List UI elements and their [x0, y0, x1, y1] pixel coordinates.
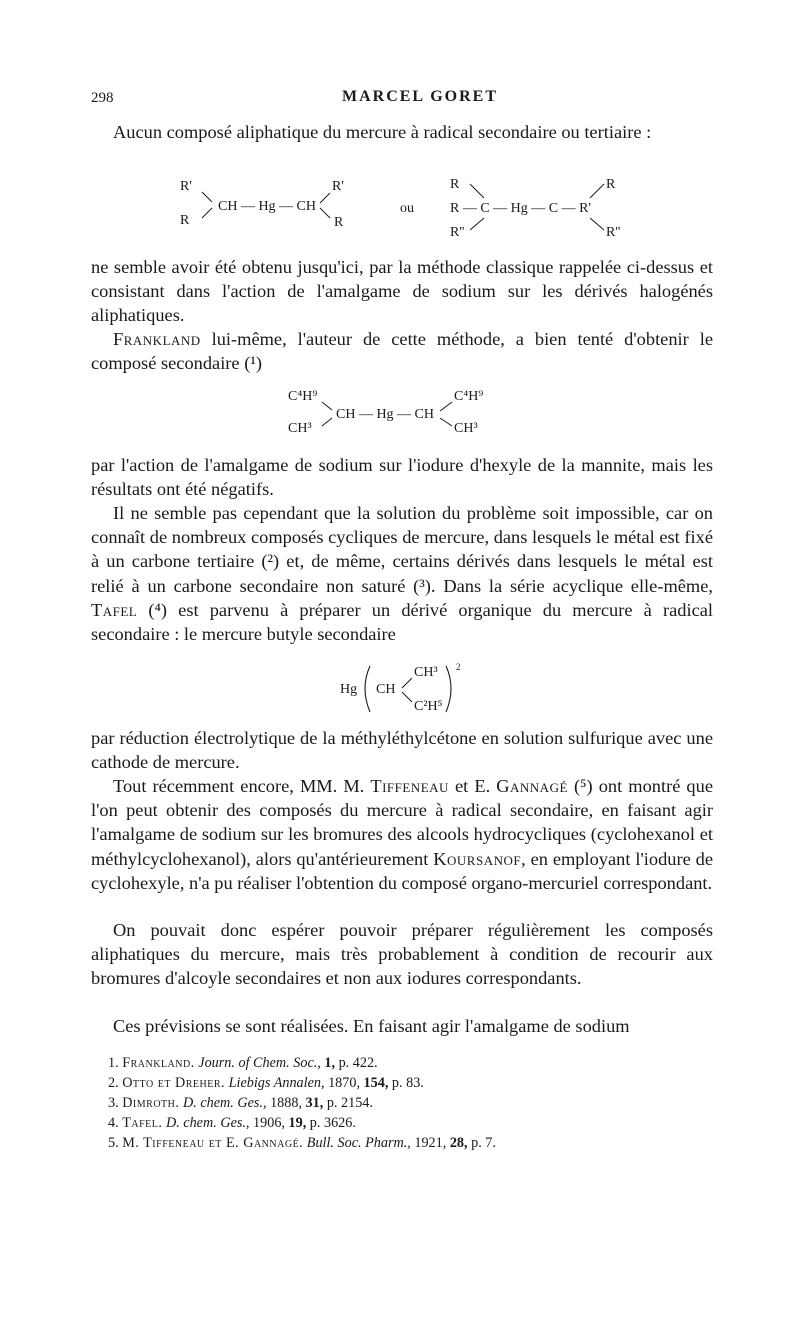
paragraph-7: Tout récemment encore, MM. M. Tiffeneau et E. Gannagé (⁵) ont montré que l'on peut obtenir des composés du mercure à radical secondaire, en faisant agir l'amalgame de sodium sur les bromures des alcools hydrocycliques (cyclohexanol et méthylcyclohexanol), alors qu'antérieurement Koursanof, en employant l'iodure de cyclohexyle, n'a pu réaliser l'obtention du composé organo-mercuriel correspondant. — [91, 776, 713, 893]
f2-r-dprime-left: R'' — [450, 225, 465, 240]
f4-top: CH³ — [414, 665, 438, 680]
footnote-2: 2. Otto et Dreher. Liebigs Annalen, 1870, 154, p. 83. — [108, 1075, 424, 1091]
f1-r-prime-right: R' — [332, 179, 344, 194]
author-gannage: Gannagé — [496, 776, 568, 796]
footnote-3: 3. Dimroth. D. chem. Ges., 1888, 31, p. 2154. — [108, 1095, 373, 1111]
f3-core: CH — Hg — CH — [336, 407, 435, 422]
f1-core: CH — Hg — CH — [218, 199, 317, 214]
f4-hg: Hg — [340, 682, 358, 697]
f2-r-dprime-right: R'' — [606, 225, 621, 240]
footnote-4: 4. Tafel. D. chem. Ges., 1906, 19, p. 3626. — [108, 1115, 356, 1131]
paragraph-1: Aucun composé aliphatique du mercure à radical secondaire ou tertiaire : — [113, 122, 652, 142]
author-koursanof: Koursanof — [433, 848, 522, 869]
paragraph-5: Il ne semble pas cependant que la solution du problème soit impossible, car on connaît de nombreux composés cycliques de mercure, dans lesquels le métal est fixé à un carbone tertiaire (²) et, de même, certains dérivés dans lesquels le métal est relié à un carbone secondaire non saturé (³). Dans la série acyclique elle-même, Tafel (⁴) est parvenu à préparer un dérivé organique du mercure à radical secondaire : le mercure butyle secondaire — [91, 503, 713, 645]
author-tiffeneau: Tiffeneau — [370, 776, 449, 796]
author-tafel: Tafel — [91, 599, 138, 620]
paragraph-4: par l'action de l'amalgame de sodium sur l'iodure d'hexyle de la mannite, mais les résultats ont été négatifs. — [91, 455, 713, 500]
f3-top-right: C⁴H⁹ — [454, 389, 484, 404]
f1-or: ou — [400, 201, 414, 216]
f4-bottom: C²H⁵ — [414, 699, 443, 714]
footnote-5: 5. M. Tiffeneau et E. Gannagé. Bull. Soc. Pharm., 1921, 28, p. 7. — [108, 1135, 496, 1151]
paragraph-9: Ces prévisions se sont réalisées. En faisant agir l'amalgame de sodium — [113, 1016, 630, 1036]
f1-r-left: R — [180, 213, 190, 228]
f4-ch: CH — [376, 682, 396, 697]
f3-bottom-right: CH³ — [454, 421, 478, 436]
f2-r-top-right: R — [606, 177, 616, 192]
f3-bottom-left: CH³ — [288, 421, 312, 436]
author-frankland: Frankland — [113, 329, 201, 349]
formula-mercure-butyle — [340, 660, 490, 720]
f1-r-right: R — [334, 215, 344, 230]
f4-exponent: 2 — [456, 662, 461, 672]
formula-frankland-svg — [280, 384, 560, 444]
paragraph-3: Frankland lui-même, l'auteur de cette méthode, a bien tenté d'obtenir le composé secondaire (¹) — [91, 329, 713, 374]
paragraph-6: par réduction électrolytique de la méthyléthylcétone en solution sulfurique avec une cathode de mercure. — [91, 728, 713, 773]
page-number: 298 — [91, 90, 114, 106]
paragraph-2: ne semble avoir été obtenu jusqu'ici, par la méthode classique rappelée ci-dessus et consistant dans l'action de l'amalgame de sodium sur les dérivés halogénés aliphatiques. — [91, 257, 713, 326]
running-head: MARCEL GORET — [341, 88, 498, 105]
formula-mercure-butyle-svg — [340, 660, 490, 720]
f2-r-top-left: R — [450, 177, 460, 192]
f1-r-prime-left: R' — [180, 179, 192, 194]
f2-chain: R — C — Hg — C — R' — [450, 201, 591, 216]
f3-top-left: C⁴H⁹ — [288, 389, 318, 404]
paragraph-8: On pouvait donc espérer pouvoir préparer régulièrement les composés aliphatiques du mercure, mais très probablement à condition de recourir aux bromures d'alcoyle secondaires et non aux iodures correspondants. — [91, 920, 713, 989]
formula-frankland — [280, 384, 560, 444]
formula-secondary-tertiary — [180, 172, 650, 252]
formula-structure-svg — [180, 172, 650, 252]
footnote-1: 1. Frankland. Journ. of Chem. Soc., 1, p. 422. — [108, 1055, 378, 1071]
